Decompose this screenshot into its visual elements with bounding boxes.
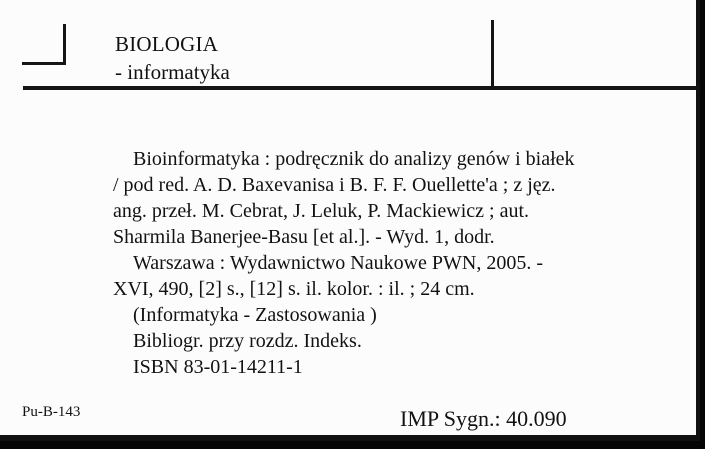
subject-heading: BIOLOGIA (115, 32, 219, 56)
entry-line-authors: Sharmila Banerjee-Basu [et al.]. - Wyd. 1, dodr. (113, 226, 495, 248)
corner-mark-horizontal (22, 62, 66, 65)
entry-line-title: Bioinformatyka : podręcznik do analizy genów i białek (133, 148, 575, 170)
corner-mark-vertical (63, 24, 66, 65)
card-id: Pu-B-143 (22, 404, 81, 420)
entry-line-translators: ang. przeł. M. Cebrat, J. Leluk, P. Mackiewicz ; aut. (113, 200, 529, 222)
entry-line-imprint: Warszawa : Wydawnictwo Naukowe PWN, 2005. - (133, 252, 544, 274)
subject-subdivision: - informatyka (115, 60, 230, 84)
entry-line-notes: Bibliogr. przy rozdz. Indeks. (133, 330, 362, 352)
entry-line-editors: / pod red. A. D. Baxevanisa i B. F. F. Ouellette'a ; z jęz. (113, 174, 556, 196)
entry-line-collation: XVI, 490, [2] s., [12] s. il. kolor. : il. ; 24 cm. (113, 278, 475, 300)
entry-line-series: (Informatyka - Zastosowania ) (133, 304, 377, 326)
call-number: IMP Sygn.: 40.090 (400, 406, 567, 431)
heading-horizontal-rule (23, 86, 698, 90)
entry-line-isbn: ISBN 83-01-14211-1 (133, 356, 303, 378)
heading-vertical-rule (491, 20, 494, 86)
